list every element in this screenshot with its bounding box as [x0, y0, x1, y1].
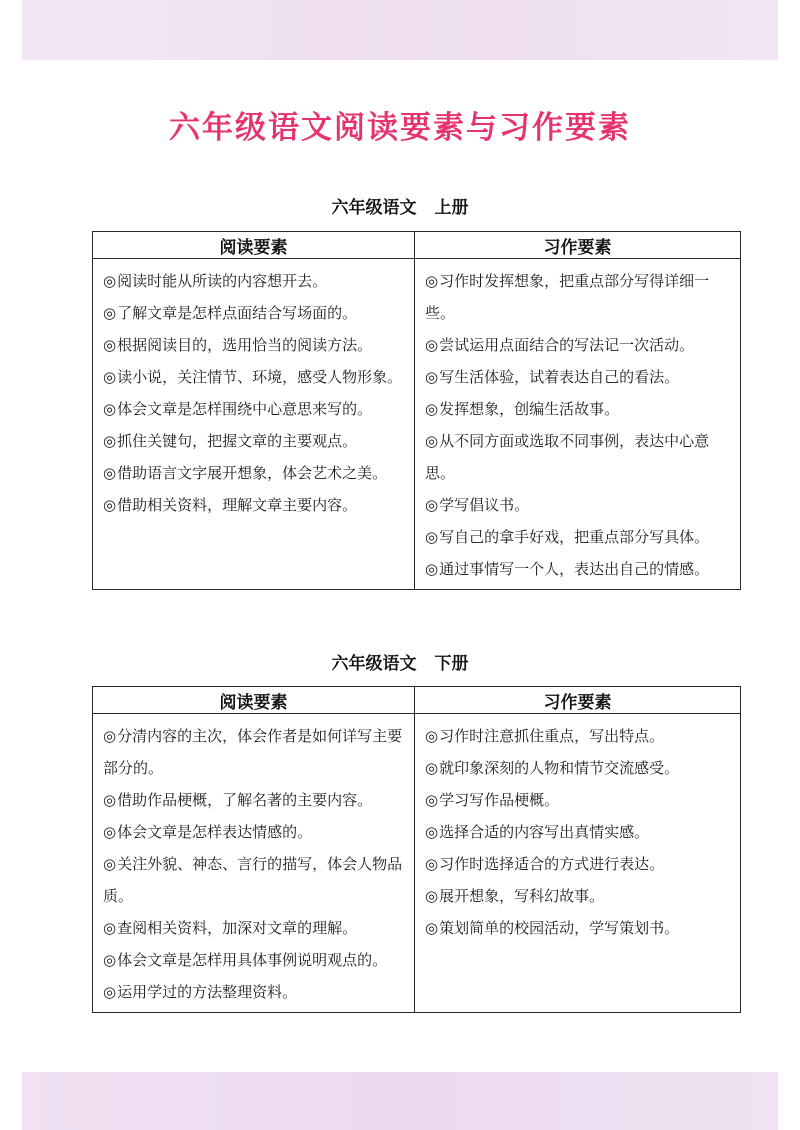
list-item: ◎学习写作品梗概。	[425, 791, 560, 809]
requirements-table-lower	[92, 686, 741, 1013]
list-item: ◎体会文章是怎样用具体事例说明观点的。	[103, 951, 388, 969]
list-item: ◎习作时选择适合的方式进行表达。	[425, 855, 665, 873]
list-item: ◎就印象深刻的人物和情节交流感受。	[425, 759, 680, 777]
list-item: ◎借助语言文字展开想象，体会艺术之美。	[103, 464, 388, 482]
list-item: ◎习作时发挥想象，把重点部分写得详细一些。	[425, 272, 710, 322]
list-item: ◎学写倡议书。	[425, 496, 530, 514]
reading-header: 阅读要素	[93, 232, 415, 259]
section-grade: 六年级语文	[331, 654, 417, 674]
list-item: ◎选择合适的内容写出真情实感。	[425, 823, 650, 841]
writing-header: 习作要素	[415, 687, 741, 714]
list-item: ◎体会文章是怎样围绕中心意思来写的。	[103, 400, 373, 418]
writing-header: 习作要素	[415, 232, 741, 259]
list-item: ◎借助相关资料，理解文章主要内容。	[103, 496, 358, 514]
reading-list	[93, 714, 415, 1013]
list-item: ◎借助作品梗概，了解名著的主要内容。	[103, 791, 373, 809]
writing-list	[415, 259, 741, 590]
section-title-lower	[0, 649, 800, 674]
page-title: 六年级语文阅读要素与习作要素	[169, 110, 631, 146]
list-item: ◎体会文章是怎样表达情感的。	[103, 823, 313, 841]
list-item: ◎写自己的拿手好戏，把重点部分写具体。	[425, 528, 710, 546]
list-item: ◎分清内容的主次，体会作者是如何详写主要部分的。	[103, 727, 403, 777]
list-item: ◎了解文章是怎样点面结合写场面的。	[103, 304, 358, 322]
list-item: ◎策划简单的校园活动，学写策划书。	[425, 919, 680, 937]
list-item: ◎抓住关键句，把握文章的主要观点。	[103, 432, 358, 450]
list-item: ◎阅读时能从所读的内容想开去。	[103, 272, 328, 290]
list-item: ◎查阅相关资料，加深对文章的理解。	[103, 919, 358, 937]
section-title-upper	[0, 193, 800, 218]
list-item: ◎关注外貌、神态、言行的描写，体会人物品质。	[103, 855, 403, 905]
top-decorative-band	[22, 0, 778, 60]
list-item: ◎根据阅读目的，选用恰当的阅读方法。	[103, 336, 373, 354]
list-item: ◎运用学过的方法整理资料。	[103, 983, 298, 1001]
list-item: ◎通过事情写一个人，表达出自己的情感。	[425, 560, 710, 578]
list-item: ◎展开想象，写科幻故事。	[425, 887, 605, 905]
list-item: ◎发挥想象，创编生活故事。	[425, 400, 620, 418]
reading-list	[93, 259, 415, 590]
section-grade: 六年级语文	[331, 198, 417, 218]
list-item: ◎写生活体验，试着表达自己的看法。	[425, 368, 680, 386]
requirements-table-upper	[92, 231, 741, 590]
writing-list	[415, 714, 741, 1013]
reading-header: 阅读要素	[93, 687, 415, 714]
list-item: ◎尝试运用点面结合的写法记一次活动。	[425, 336, 695, 354]
list-item: ◎习作时注意抓住重点，写出特点。	[425, 727, 665, 745]
bottom-decorative-band	[22, 1072, 778, 1130]
list-item: ◎读小说，关注情节、环境，感受人物形象。	[103, 368, 403, 386]
list-item: ◎从不同方面或选取不同事例，表达中心意思。	[425, 432, 710, 482]
section-volume: 下册	[434, 654, 469, 674]
section-volume: 上册	[434, 198, 469, 218]
